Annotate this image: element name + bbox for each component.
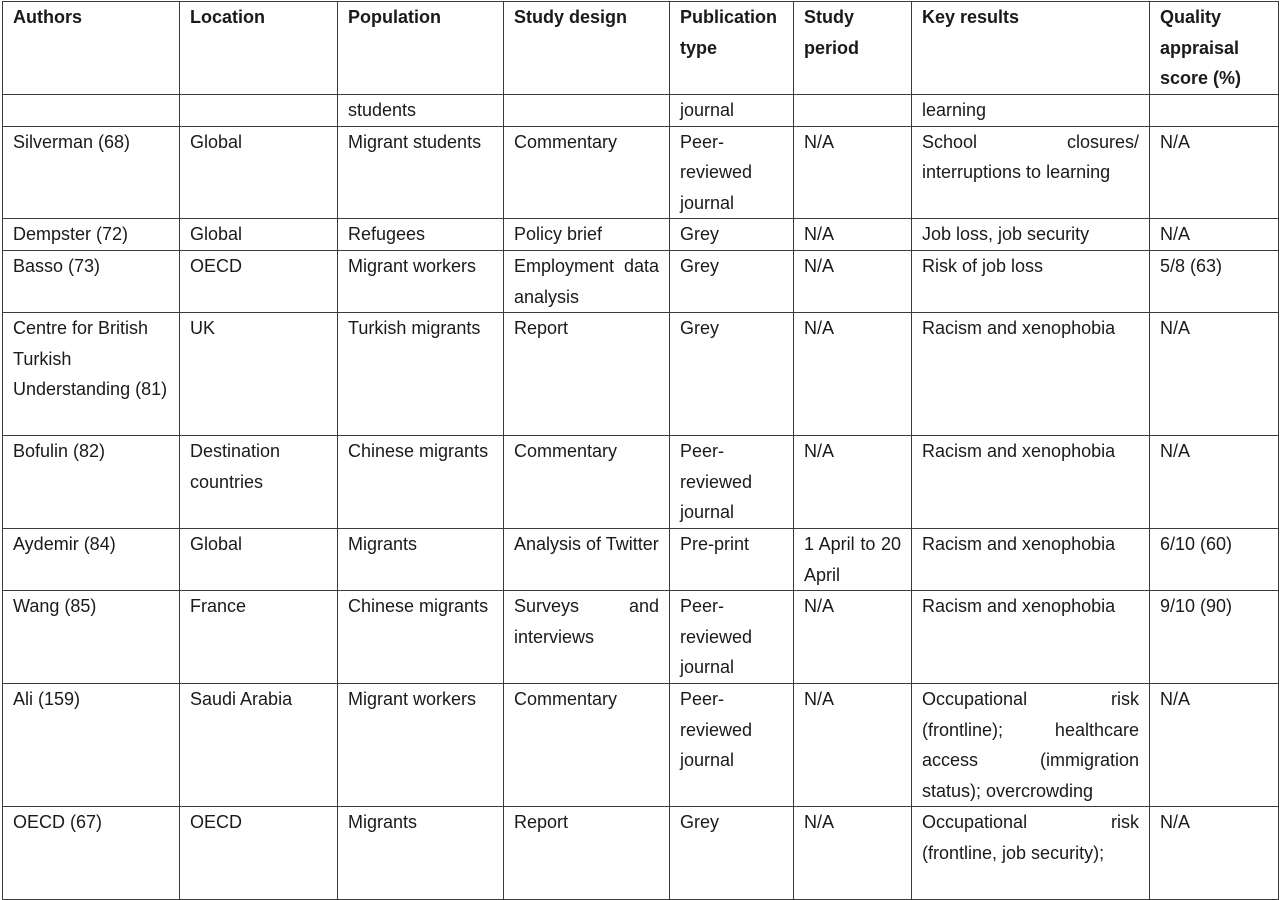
cell-location: OECD [180,807,338,900]
cell-location: Global [180,126,338,219]
table-body [3,95,1279,900]
cell-quality-score: N/A [1150,313,1279,436]
cell-location: Destination countries [180,436,338,529]
cell-population: students [338,95,504,127]
cell-authors: Ali (159) [3,683,180,806]
cell-study-design: Report [504,807,670,900]
cell-publication-type: Pre-print [670,528,794,590]
cell-location: Global [180,219,338,251]
cell-population: Migrants [338,807,504,900]
cell-publication-type: Peer-reviewed journal [670,683,794,806]
table-row [3,313,1279,436]
cell-location: UK [180,313,338,436]
cell-authors [3,95,180,127]
cell-quality-score: N/A [1150,126,1279,219]
cell-key-results: learning [912,95,1150,127]
cell-study-design: Employment data analysis [504,250,670,312]
header-key-results: Key results [912,2,1150,95]
cell-location: France [180,591,338,684]
cell-study-design [504,95,670,127]
cell-key-results: School closures/ interruptions to learning [912,126,1150,219]
cell-population: Turkish migrants [338,313,504,436]
header-population: Population [338,2,504,95]
cell-key-results: Racism and xenophobia [912,591,1150,684]
cell-authors: Centre for British Turkish Understanding (81) [3,313,180,436]
cell-location: OECD [180,250,338,312]
cell-study-period: N/A [794,436,912,529]
cell-quality-score: 6/10 (60) [1150,528,1279,590]
header-study-period: Study period [794,2,912,95]
cell-study-period: N/A [794,807,912,900]
table-row [3,591,1279,684]
cell-population: Refugees [338,219,504,251]
cell-key-results: Job loss, job security [912,219,1150,251]
cell-location: Global [180,528,338,590]
cell-location: Saudi Arabia [180,683,338,806]
table-header-row [3,2,1279,95]
table-row [3,126,1279,219]
cell-authors: Dempster (72) [3,219,180,251]
cell-quality-score: N/A [1150,219,1279,251]
cell-publication-type: Grey [670,313,794,436]
cell-population: Migrant workers [338,683,504,806]
cell-key-results: Occupational risk (frontline, job security); [912,807,1150,900]
cell-population: Migrant students [338,126,504,219]
cell-authors: OECD (67) [3,807,180,900]
cell-publication-type: Peer-reviewed journal [670,436,794,529]
cell-publication-type: Peer-reviewed journal [670,126,794,219]
cell-study-period: N/A [794,313,912,436]
cell-study-design: Report [504,313,670,436]
cell-quality-score: N/A [1150,807,1279,900]
cell-study-design: Commentary [504,683,670,806]
cell-quality-score: N/A [1150,683,1279,806]
cell-study-design: Commentary [504,126,670,219]
cell-study-design: Policy brief [504,219,670,251]
cell-key-results: Occupational risk (frontline); healthcare access (immigration status); overcrowding [912,683,1150,806]
cell-population: Migrant workers [338,250,504,312]
cell-study-design: Surveys and interviews [504,591,670,684]
cell-authors: Basso (73) [3,250,180,312]
cell-publication-type: Grey [670,219,794,251]
cell-study-design: Analysis of Twitter [504,528,670,590]
cell-authors: Silverman (68) [3,126,180,219]
cell-study-period: 1 April to 20 April [794,528,912,590]
cell-authors: Wang (85) [3,591,180,684]
cell-key-results: Risk of job loss [912,250,1150,312]
studies-table [2,1,1279,900]
cell-quality-score [1150,95,1279,127]
cell-study-period [794,95,912,127]
cell-key-results: Racism and xenophobia [912,528,1150,590]
cell-study-design: Commentary [504,436,670,529]
cell-publication-type: Grey [670,807,794,900]
table-row [3,250,1279,312]
cell-publication-type: Peer-reviewed journal [670,591,794,684]
table-row [3,436,1279,529]
cell-population: Chinese migrants [338,591,504,684]
cell-study-period: N/A [794,250,912,312]
table-row [3,683,1279,806]
cell-authors: Aydemir (84) [3,528,180,590]
table-row [3,807,1279,900]
header-publication-type: Publication type [670,2,794,95]
cell-publication-type: Grey [670,250,794,312]
cell-population: Migrants [338,528,504,590]
table-row [3,528,1279,590]
cell-authors: Bofulin (82) [3,436,180,529]
cell-quality-score: 5/8 (63) [1150,250,1279,312]
header-quality-score: Quality appraisal score (%) [1150,2,1279,95]
table-row [3,95,1279,127]
cell-study-period: N/A [794,126,912,219]
cell-quality-score: N/A [1150,436,1279,529]
cell-location [180,95,338,127]
cell-publication-type: journal [670,95,794,127]
cell-key-results: Racism and xenophobia [912,313,1150,436]
header-authors: Authors [3,2,180,95]
table-row [3,219,1279,251]
cell-key-results: Racism and xenophobia [912,436,1150,529]
header-study-design: Study design [504,2,670,95]
cell-population: Chinese migrants [338,436,504,529]
cell-study-period: N/A [794,219,912,251]
cell-study-period: N/A [794,591,912,684]
cell-study-period: N/A [794,683,912,806]
header-location: Location [180,2,338,95]
cell-quality-score: 9/10 (90) [1150,591,1279,684]
